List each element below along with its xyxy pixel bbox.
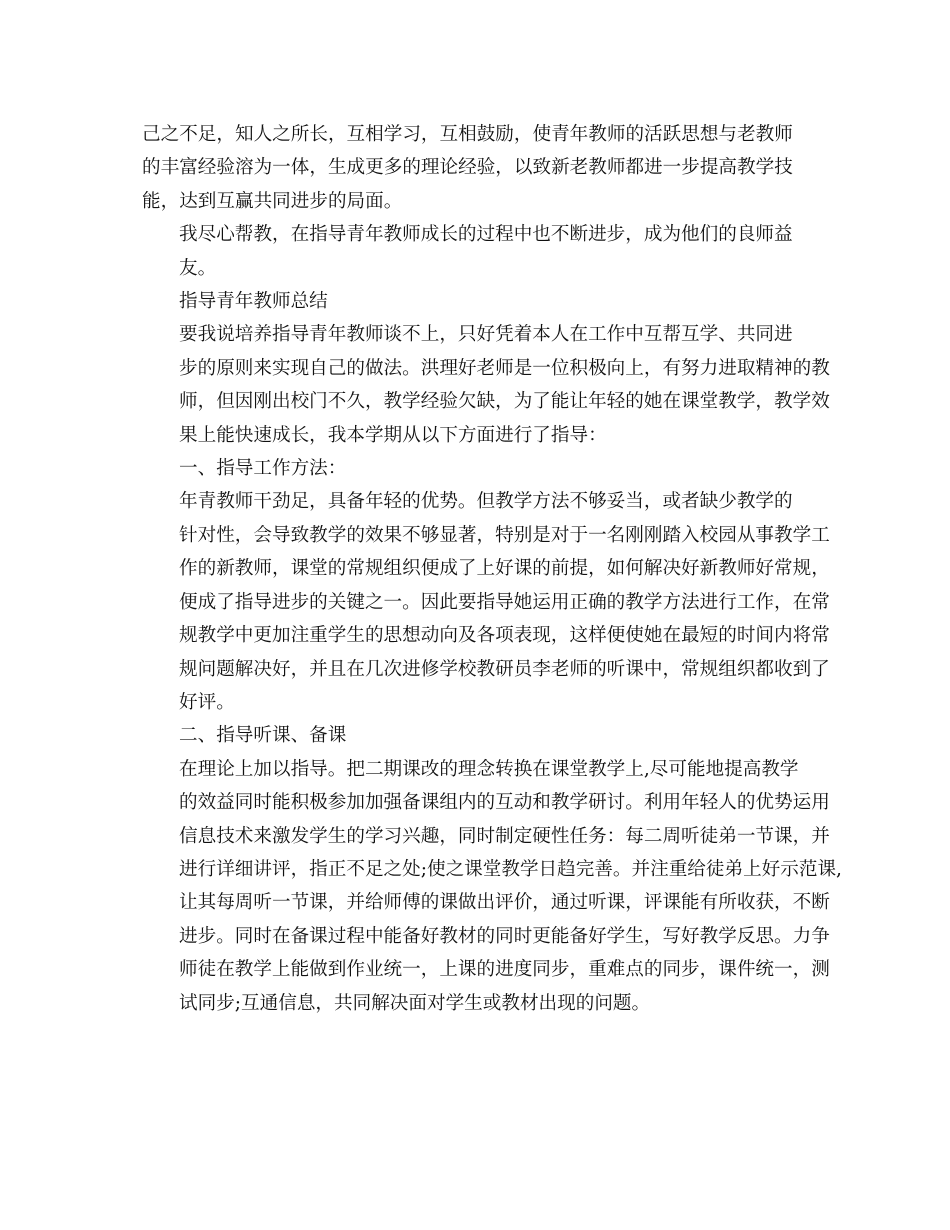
- text-line: 让其每周听一节课，并给师傅的课做出评价，通过听课，评课能有所收获，不断: [179, 892, 830, 914]
- text-line: 师徒在教学上能做到作业统一，上课的进度同步，重难点的同步，课件统一，测: [179, 959, 830, 981]
- text-line: 试同步;互通信息，共同解决面对学生或教材出现的问题。: [179, 992, 651, 1014]
- text-line: 果上能快速成长，我本学期从以下方面进行了指导：: [179, 424, 607, 446]
- text-line: 一、指导工作方法：: [179, 458, 347, 480]
- text-line: 指导青年教师总结: [179, 291, 328, 313]
- paragraph: [142, 318, 830, 452]
- text-line: 作的新教师，课堂的常规组织便成了上好课的前提，如何解决好新教师好常规，: [179, 558, 830, 580]
- text-line: 针对性，会导致教学的效果不够显著，特别是对于一名刚刚踏入校园从事教学工: [179, 524, 830, 546]
- paragraph: [142, 753, 842, 1020]
- text-line: 进行详细讲评，指正不足之处;使之课堂教学日趋完善。并注重给徒弟上好示范课,: [179, 858, 842, 880]
- paragraph: [142, 218, 818, 285]
- text-line: 的丰富经验溶为一体，生成更多的理论经验，以致新老教师都进一步提高教学技: [142, 157, 793, 179]
- text-line: 规问题解决好，并且在几次进修学校教研员李老师的听课中，常规组织都收到了: [179, 658, 830, 680]
- text-line: 规教学中更加注重学生的思想动向及各项表现，这样便使她在最短的时间内将常: [179, 625, 830, 647]
- text-line: 进步。同时在备课过程中能备好教材的同时更能备好学生，写好教学反思。力争: [179, 925, 830, 947]
- text-line: 要我说培养指导青年教师谈不上，只好凭着本人在工作中互帮互学、共同进: [179, 324, 793, 346]
- text-line: 二、指导听课、备课: [179, 725, 347, 747]
- text-line: 己之不足，知人之所长，互相学习，互相鼓励，使青年教师的活跃思想与老教师: [142, 124, 793, 145]
- text-line: 的效益同时能积极参加加强备课组内的互动和教学研讨。利用年轻人的优势运用: [179, 792, 830, 814]
- text-line: 在理论上加以指导。把二期课改的理念转换在课堂教学上,尽可能地提高教学: [179, 758, 799, 780]
- text-line: 便成了指导进步的关键之一。因此要指导她运用正确的教学方法进行工作，在常: [179, 591, 830, 613]
- paragraph: [142, 452, 818, 485]
- text-line: 友。: [179, 257, 217, 279]
- text-line: 步的原则来实现自己的做法。洪理好老师是一位积极向上，有努力进取精神的教: [179, 357, 830, 379]
- text-line: 信息技术来激发学生的学习兴趣，同时制定硬性任务：每二周听徒弟一节课，并: [179, 825, 830, 847]
- paragraph: [142, 719, 818, 752]
- text-line: 能，达到互赢共同进步的局面。: [142, 190, 403, 212]
- paragraph: [142, 485, 830, 719]
- text-line: 年青教师干劲足，具备年轻的优势。但教学方法不够妥当，或者缺少教学的: [179, 491, 793, 513]
- text-line: 我尽心帮教，在指导青年教师成长的过程中也不断进步，成为他们的良师益: [179, 224, 793, 246]
- text-line: 师，但因刚出校门不久，教学经验欠缺，为了能让年轻的她在课堂教学，教学效: [179, 391, 830, 413]
- paragraph: [142, 285, 818, 318]
- paragraph: [142, 118, 818, 218]
- document-body: [142, 118, 842, 1020]
- text-line: 好评。: [179, 691, 235, 713]
